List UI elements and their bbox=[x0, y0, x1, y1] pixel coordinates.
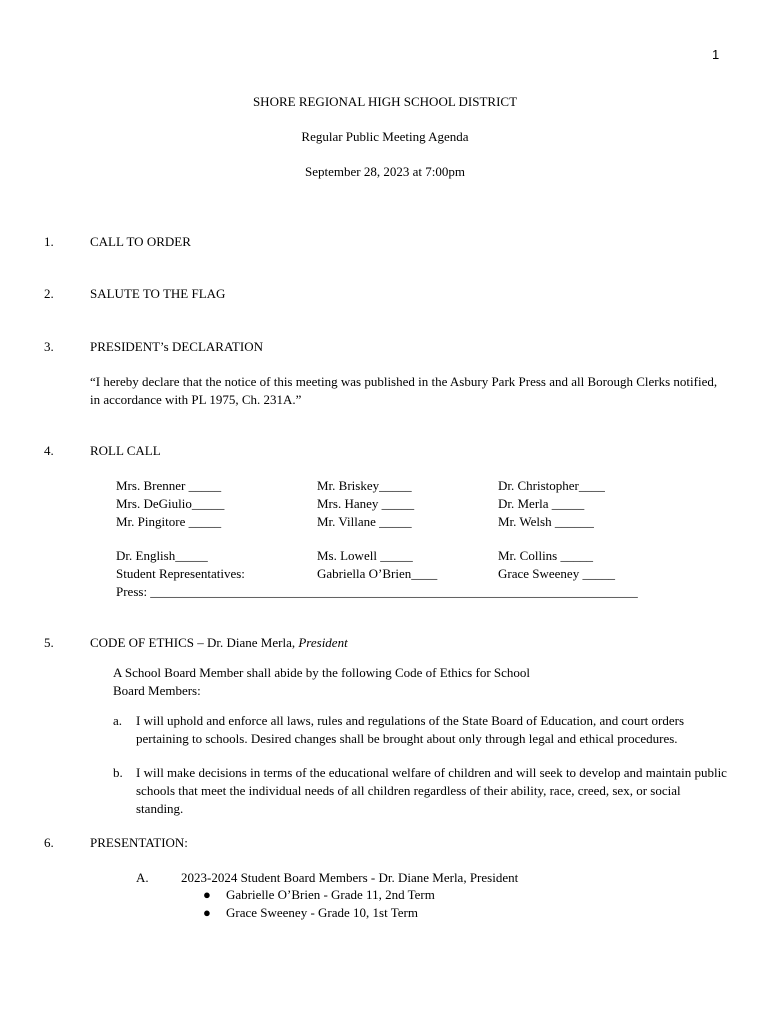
list-letter: a. bbox=[113, 713, 123, 728]
item-call-to-order: CALL TO ORDER bbox=[90, 234, 191, 249]
item-number: 6. bbox=[44, 835, 54, 850]
item-declaration: PRESIDENT’s DECLARATION bbox=[90, 339, 263, 354]
roll-call-name: Mrs. Haney _____ bbox=[317, 496, 415, 511]
ethics-item-a: I will uphold and enforce all laws, rules and regulations of the State Board of Education, and court orders pertaining to schools. Desired changes shall be brought about only through legal and ethical procedures. bbox=[136, 713, 685, 746]
meeting-date: September 28, 2023 at 7:00pm bbox=[305, 164, 465, 179]
list-letter: A. bbox=[136, 870, 149, 885]
ethics-item-b: I will make decisions in terms of the educational welfare of children and will seek to develop and maintain public schools that meet the individual needs of all children regardless of their ability, race, creed, sex, or social standing. bbox=[136, 765, 727, 816]
roll-call-col1 bbox=[116, 477, 224, 531]
roll-call-name: Mrs. DeGiulio_____ bbox=[116, 496, 225, 511]
roll-call-name: Dr. English_____ bbox=[116, 548, 208, 563]
item-presentation: PRESENTATION: bbox=[90, 835, 188, 850]
ethics-intro-line: Board Members: bbox=[113, 683, 201, 698]
bullet-icon: ● bbox=[203, 905, 211, 920]
roll-call-name: Mrs. Brenner _____ bbox=[116, 478, 222, 493]
district-title: SHORE REGIONAL HIGH SCHOOL DISTRICT bbox=[252, 94, 518, 109]
roll-call-name: Gabriella O’Brien____ bbox=[317, 566, 438, 581]
roll-call-col3 bbox=[498, 477, 605, 531]
bullet-icon: ● bbox=[203, 887, 211, 902]
declaration-text: “I hereby declare that the notice of this meeting was published in the Asbury Park Press and all Borough Clerks notified, in accordance with PL 1975, Ch. 231A.” bbox=[90, 374, 718, 407]
page-number: 1 bbox=[712, 47, 720, 62]
roll-call-name: Mr. Pingitore _____ bbox=[116, 514, 222, 529]
roll-call-col2 bbox=[317, 477, 414, 531]
item-number: 5. bbox=[44, 635, 54, 650]
roll-call-name: Dr. Merla _____ bbox=[498, 496, 585, 511]
item-number: 3. bbox=[44, 339, 54, 354]
roll-call-name: Mr. Collins _____ bbox=[498, 548, 593, 563]
item-number: 2. bbox=[44, 286, 54, 301]
meeting-title: Regular Public Meeting Agenda bbox=[301, 129, 469, 144]
ethics-intro-line: A School Board Member shall abide by the following Code of Ethics for School bbox=[113, 665, 531, 680]
item-roll-call: ROLL CALL bbox=[90, 443, 161, 458]
item-number: 1. bbox=[44, 234, 54, 249]
presentation-item-a: 2023-2024 Student Board Members - Dr. Diane Merla, President bbox=[181, 870, 519, 885]
roll-call-col2b bbox=[317, 547, 437, 583]
roll-call-name: Ms. Lowell _____ bbox=[317, 548, 413, 563]
roll-call-name: Mr. Welsh ______ bbox=[498, 514, 594, 529]
ethics-intro bbox=[113, 664, 530, 700]
ethics-title: CODE OF ETHICS – Dr. Diane Merla, bbox=[90, 635, 299, 650]
press-line: Press: ___________________________________________________________________________ bbox=[116, 584, 638, 599]
item-code-of-ethics bbox=[90, 634, 348, 652]
ethics-title-italic: President bbox=[298, 635, 348, 650]
roll-call-name: Dr. Christopher____ bbox=[498, 478, 605, 493]
roll-call-col3b bbox=[498, 547, 615, 583]
item-salute: SALUTE TO THE FLAG bbox=[90, 286, 226, 301]
item-number: 4. bbox=[44, 443, 54, 458]
list-item: Grace Sweeney - Grade 10, 1st Term bbox=[226, 905, 418, 920]
roll-call-label: Student Representatives: bbox=[116, 566, 245, 581]
roll-call-name: Mr. Villane _____ bbox=[317, 514, 412, 529]
roll-call-name: Mr. Briskey_____ bbox=[317, 478, 412, 493]
list-item: Gabrielle O’Brien - Grade 11, 2nd Term bbox=[226, 887, 435, 902]
list-letter: b. bbox=[113, 765, 123, 780]
roll-call-name: Grace Sweeney _____ bbox=[498, 566, 615, 581]
